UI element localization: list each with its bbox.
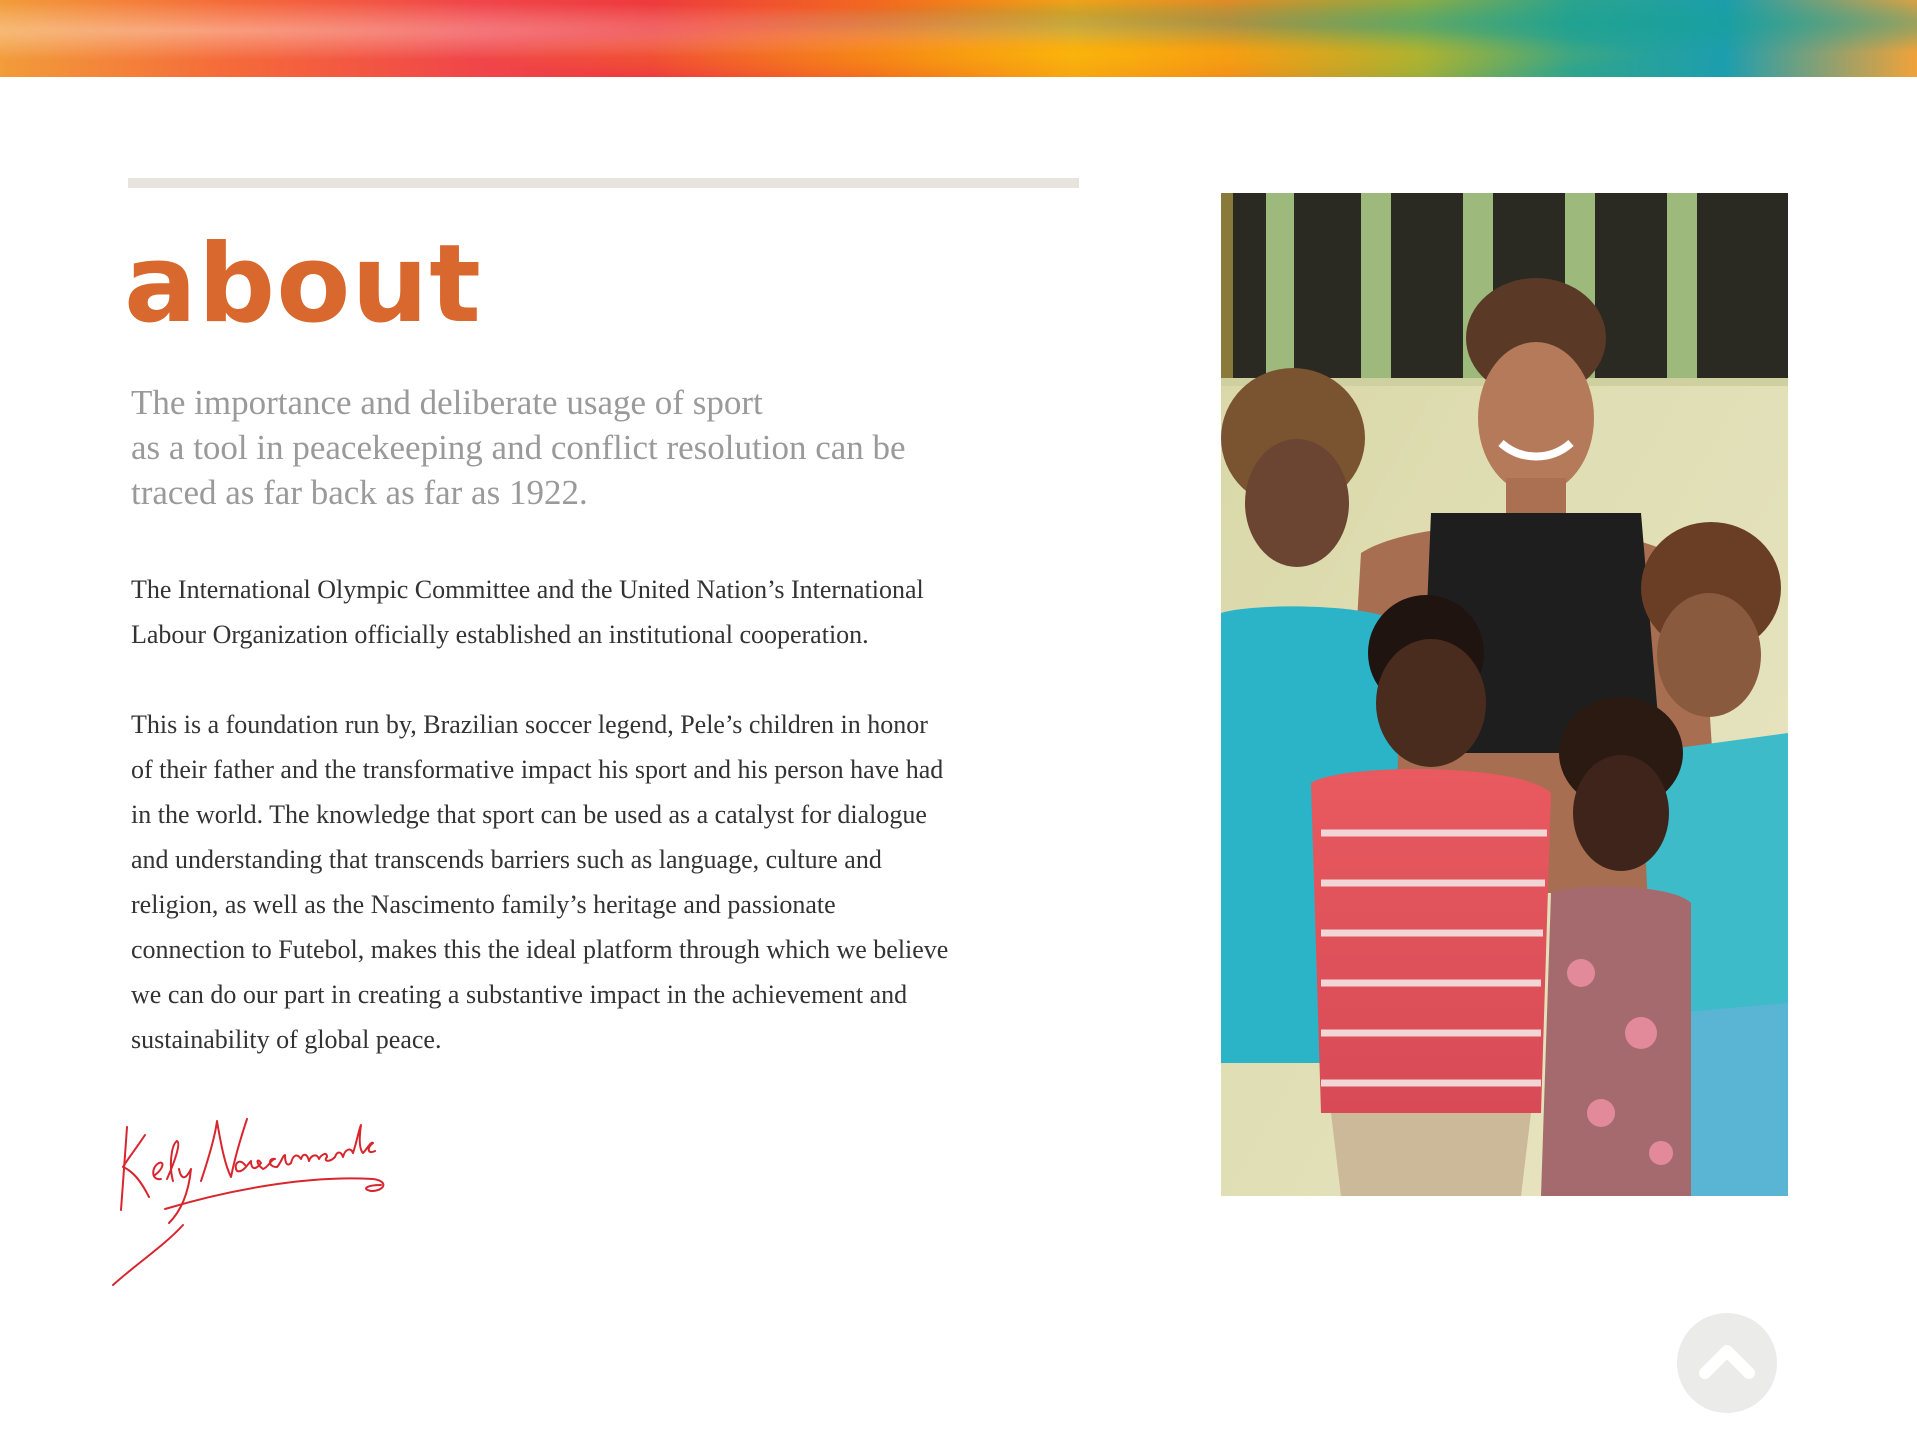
lead-line: The importance and deliberate usage of sport xyxy=(131,383,763,422)
paragraph-line: The International Olympic Committee and the United Nation’s International xyxy=(131,575,924,604)
paragraph-line: sustainability of global peace. xyxy=(131,1025,442,1054)
lead-text xyxy=(131,380,1071,515)
paragraph-line: Labour Organization officially established an institutional cooperation. xyxy=(131,620,869,649)
paragraph-olympic-committee xyxy=(131,567,1091,657)
paragraph-line: we can do our part in creating a substantive impact in the achievement and xyxy=(131,980,908,1009)
group-photo xyxy=(1221,193,1788,1196)
lead-line: as a tool in peacekeeping and conflict resolution can be xyxy=(131,428,906,467)
signature xyxy=(105,1105,465,1290)
paragraph-line: religion, as well as the Nascimento family’s heritage and passionate xyxy=(131,890,836,919)
watercolor-banner xyxy=(0,0,1917,77)
chevron-up-icon xyxy=(1699,1341,1755,1385)
paragraph-line: connection to Futebol, makes this the ideal platform through which we believe xyxy=(131,935,949,964)
back-to-top-button[interactable] xyxy=(1677,1313,1777,1413)
paragraph-line: and understanding that transcends barriers such as language, culture and xyxy=(131,845,882,874)
paragraph-line: of their father and the transformative impact his sport and his person have had xyxy=(131,755,944,784)
paragraph-line: This is a foundation run by, Brazilian soccer legend, Pele’s children in honor xyxy=(131,710,928,739)
paragraph-line: in the world. The knowledge that sport can be used as a catalyst for dialogue xyxy=(131,800,927,829)
lead-line: traced as far back as far as 1922. xyxy=(131,473,588,512)
about-heading: about xyxy=(124,222,482,347)
section-divider xyxy=(128,178,1079,188)
paragraph-foundation xyxy=(131,702,1091,1062)
